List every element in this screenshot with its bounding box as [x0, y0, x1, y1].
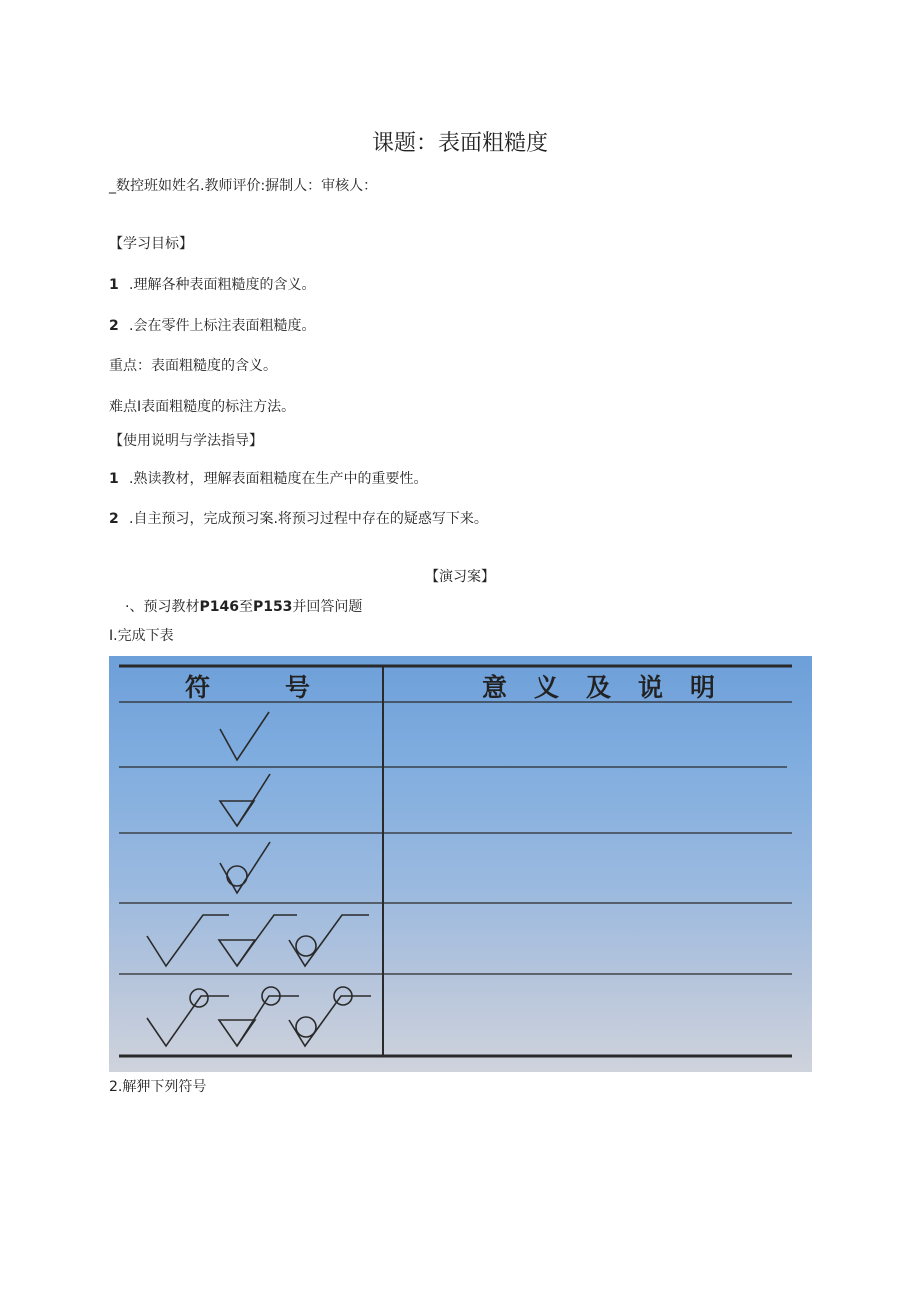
objective-number: 1 [109, 277, 119, 293]
task-2: 2.解狎下列符号 [109, 1079, 207, 1095]
difficulty: 难点I表面粗糙度的标注方法。 [109, 399, 296, 415]
basic-roughness-symbol [220, 712, 269, 760]
guide-item [109, 510, 488, 528]
guide-text: .自主预习，完成预习案.将预习过程中存在的疑惑写下来。 [129, 511, 488, 527]
symbol-header-char: 号 [285, 673, 311, 702]
meta-line: _数控班如姓名.教师评价:摒制人：审核人： [109, 178, 378, 194]
symbol-header-char: 符 [185, 673, 211, 702]
guide-item [109, 470, 427, 488]
guide-number: 2 [109, 511, 119, 527]
all-around-circle-small [296, 1017, 316, 1037]
roughness-table [109, 656, 812, 1072]
objective-text: .理解各种表面粗糙度的含义。 [129, 277, 316, 293]
objective-item [109, 317, 315, 335]
meaning-column-header: 意义及说明 [482, 673, 743, 702]
objective-item [109, 276, 315, 294]
symbol-column-header [185, 668, 310, 704]
objectives-heading: 【学习目标】 [109, 236, 193, 252]
subheading-suffix: 并回答问题 [292, 599, 363, 615]
practice-subheading [125, 598, 362, 616]
page-title: 课题：表面粗糙度 [371, 131, 548, 156]
page-start: P146 [199, 599, 239, 615]
guide-text: .熟读教材，理解表面粗糙度在生产中的重要性。 [129, 471, 428, 487]
key-point: 重点：表面粗糙度的含义。 [109, 358, 277, 374]
guide-number: 1 [109, 471, 119, 487]
table-grid [109, 656, 812, 1072]
extended-basic-symbol [147, 915, 229, 966]
objective-number: 2 [109, 318, 119, 334]
extended-circle [296, 936, 316, 956]
no-material-removal-check [220, 842, 270, 893]
all-around-removal-triangle [219, 1020, 255, 1046]
page-end: P153 [252, 599, 293, 615]
extended-removal-triangle [219, 940, 255, 966]
no-material-removal-circle [227, 866, 247, 886]
practice-heading: 【演习案】 [425, 569, 495, 585]
guide-heading: 【使用说明与学法指导】 [109, 433, 263, 449]
subheading-prefix: ·、预习教材 [125, 599, 200, 615]
objective-text: .会在零件上标注表面粗糙度。 [129, 318, 316, 334]
extended-circle-check [289, 915, 369, 966]
material-removal-triangle [220, 801, 254, 826]
subheading-mid: 至 [238, 599, 253, 615]
all-around-circle-check [289, 996, 371, 1046]
all-around-basic-symbol [147, 996, 229, 1046]
task-1: I.完成下表 [109, 628, 174, 644]
